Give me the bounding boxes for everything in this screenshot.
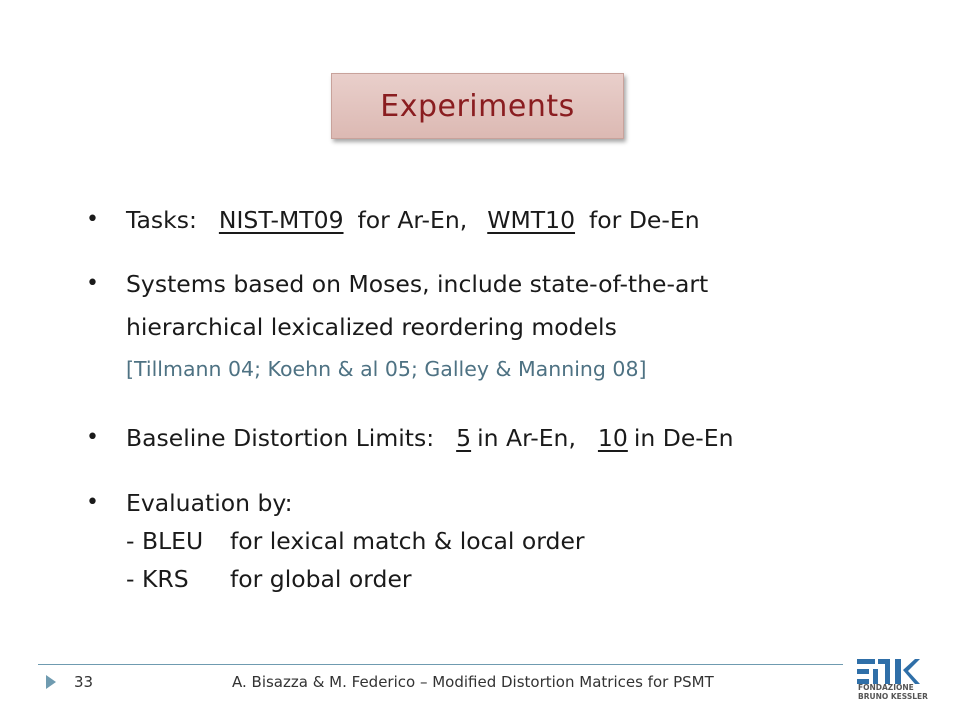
metric-desc: for lexical match & local order xyxy=(230,527,585,555)
footer-arrow-icon xyxy=(46,675,56,689)
bullet-dot-icon: • xyxy=(86,490,99,515)
task-de-en-suffix: for De-En xyxy=(589,206,700,234)
evaluation-label: Evaluation by: xyxy=(126,489,293,517)
systems-line1: Systems based on Moses, include state-of-the-art xyxy=(126,270,709,298)
metric-name: - BLEU xyxy=(126,527,204,555)
bullet-dot-icon: • xyxy=(86,425,99,450)
metric-name: - KRS xyxy=(126,565,189,593)
slide-title: Experiments xyxy=(380,88,575,124)
distortion-label: Baseline Distortion Limits: xyxy=(126,424,435,452)
task-ar-en: NIST-MT09 xyxy=(218,206,344,234)
slide-title-box xyxy=(331,73,624,139)
limit-ar-en-suffix: in Ar-En, xyxy=(477,424,576,452)
footer-author-title: A. Bisazza & M. Federico – Modified Distortion Matrices for PSMT xyxy=(232,673,714,691)
metric-desc: for global order xyxy=(230,565,412,593)
task-de-en: WMT10 xyxy=(487,206,576,234)
systems-citation: [Tillmann 04; Koehn & al 05; Galley & Manning 08] xyxy=(126,357,647,381)
bullet-dot-icon: • xyxy=(86,207,99,232)
page-number: 33 xyxy=(74,673,94,691)
footer-divider xyxy=(38,664,843,665)
metric-row xyxy=(126,560,412,598)
tasks-label: Tasks: xyxy=(126,206,197,234)
logo-caption xyxy=(858,683,928,701)
logo-caption-line2: BRUNO KESSLER xyxy=(858,692,928,701)
limit-de-en: 10 xyxy=(597,424,628,452)
bullet-dot-icon: • xyxy=(86,271,99,296)
metric-row xyxy=(126,522,585,560)
task-ar-en-suffix: for Ar-En, xyxy=(357,206,468,234)
limit-ar-en: 5 xyxy=(456,424,472,452)
logo-caption-line1: FONDAZIONE xyxy=(858,683,914,692)
limit-de-en-suffix: in De-En xyxy=(633,424,734,452)
systems-line2: hierarchical lexicalized reordering models xyxy=(126,313,617,341)
